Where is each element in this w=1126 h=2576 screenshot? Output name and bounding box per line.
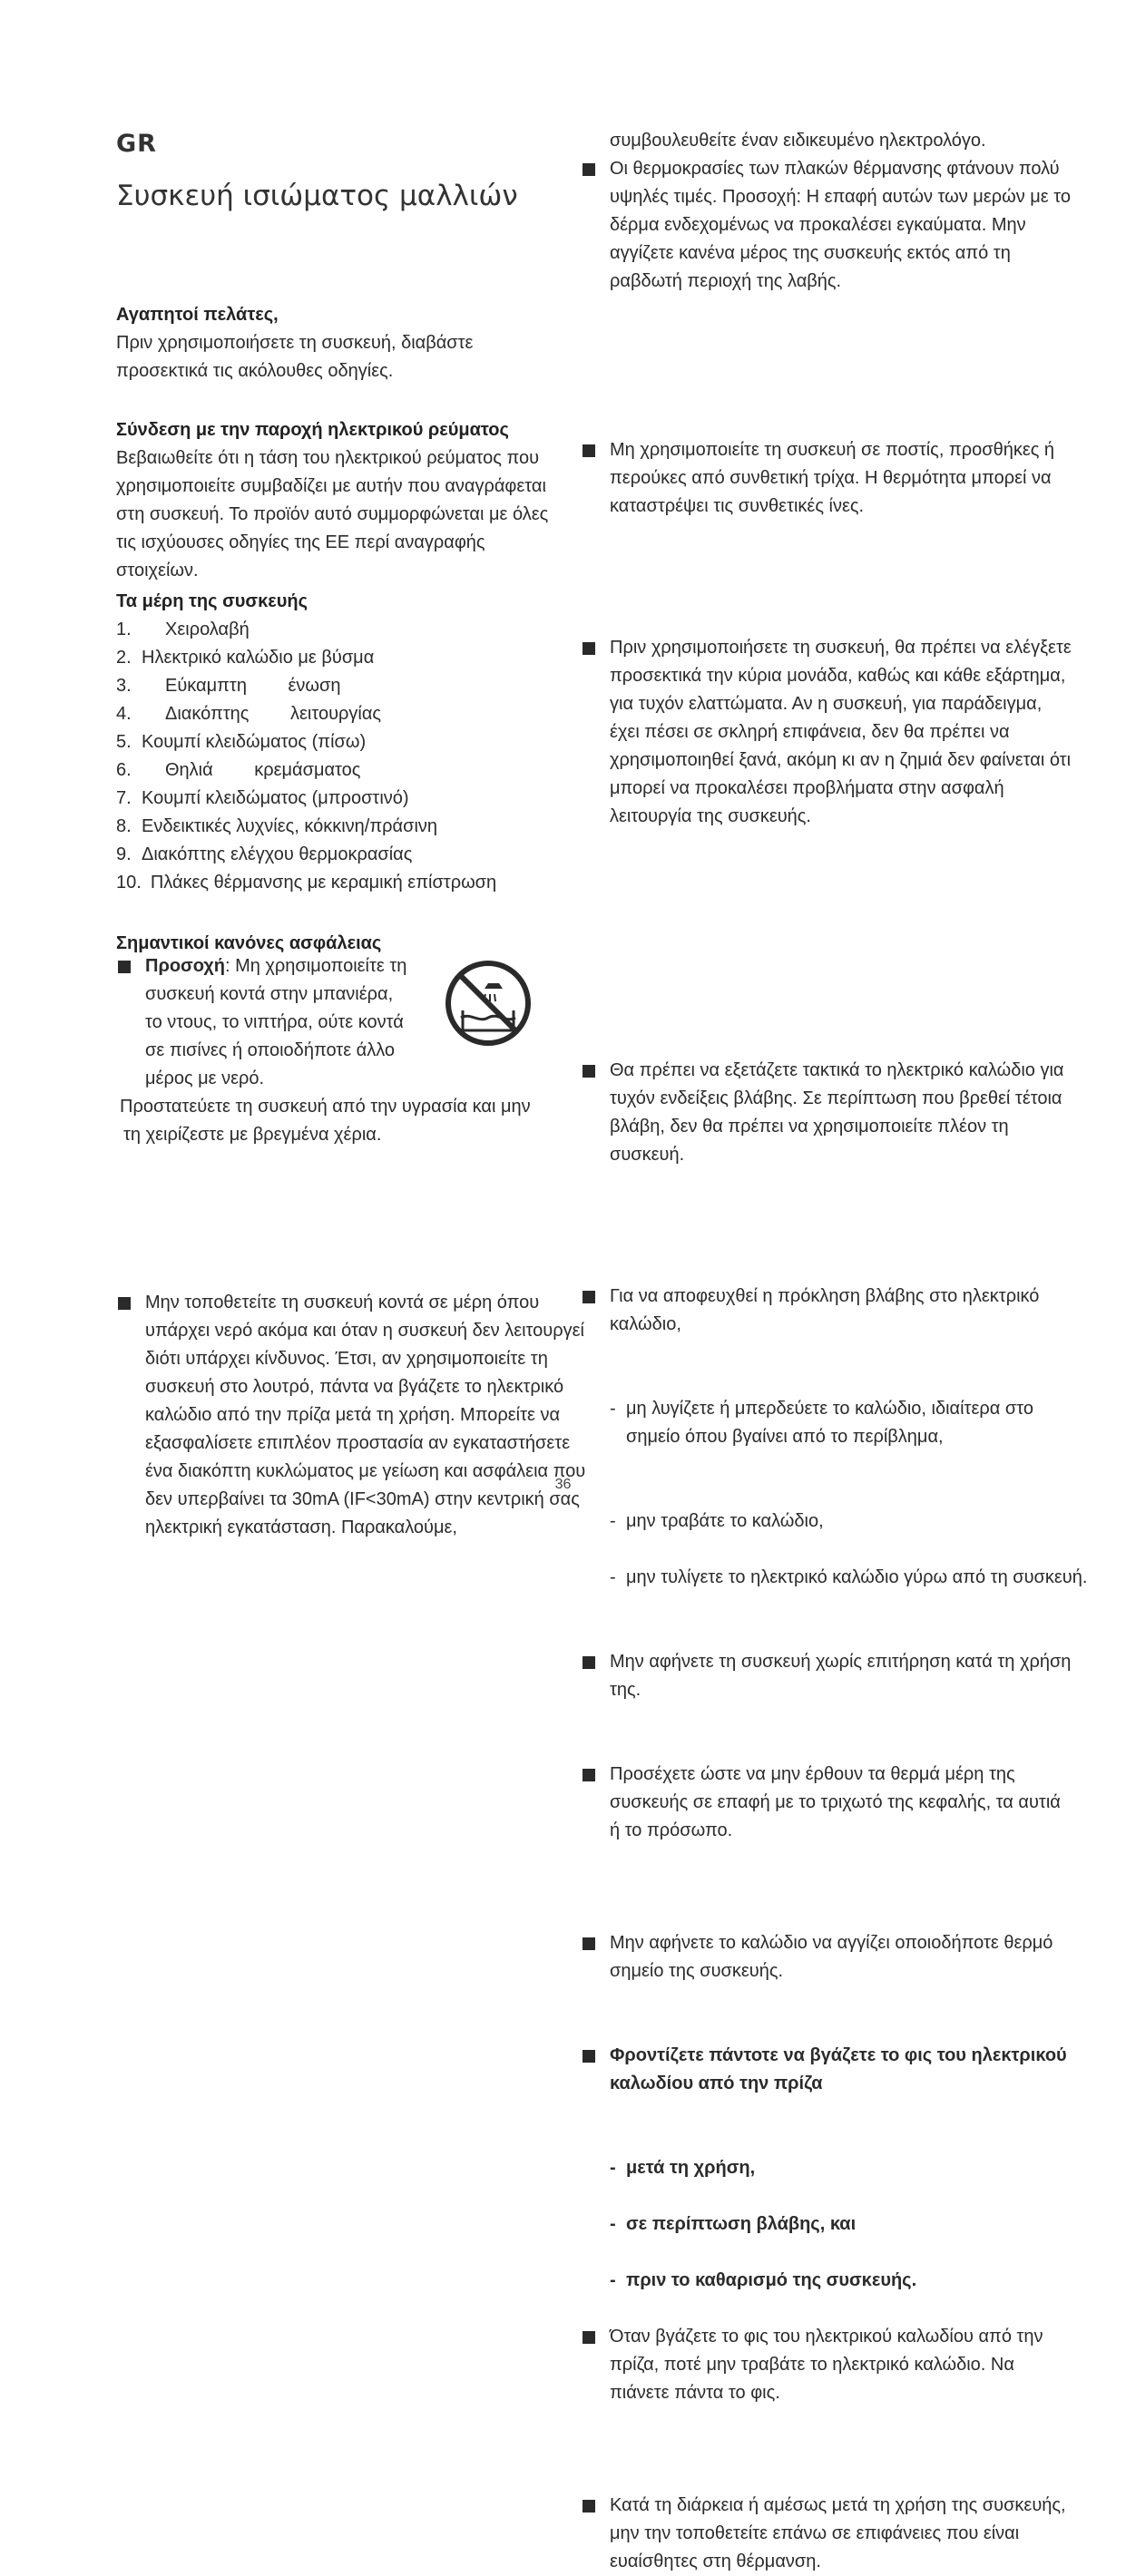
- list-item: Προσέχετε ώστε να μην έρθουν τα θερμά μέρη της συσκευής σε επαφή με το τριχωτό της κεφαλής, τα αυτιά ή το πρόσωπο.: [581, 1761, 1072, 1845]
- list-item: 4. Διακόπτης λειτουργίας: [116, 704, 382, 724]
- list-item: Μην αφήνετε το καλώδιο να αγγίζει οποιοδήποτε θερμό σημείο της συσκευής.: [581, 1929, 1072, 1986]
- parts-heading: Τα μέρη της συσκευής: [116, 591, 308, 611]
- list-item: 5. Κουμπί κλειδώματος (πίσω): [116, 732, 367, 752]
- protect-text: Προστατεύετε τη συσκευή από την υγρασία και μην τη χειρίζεστε με βρεγμένα χέρια.: [120, 1097, 531, 1145]
- bullet-square-icon: [583, 163, 595, 176]
- bullet-square-icon: [583, 2500, 595, 2513]
- bullet-square-icon: [583, 1065, 595, 1078]
- list-item: 9. Διακόπτης ελέγχου θερμοκρασίας: [116, 844, 413, 864]
- list-item: 2. Ηλεκτρικό καλώδιο με βύσμα: [116, 648, 375, 668]
- list-item: Όταν βγάζετε το φις του ηλεκτρικού καλωδίου από την πρίζα, ποτέ μην τραβάτε το ηλεκτρικό καλώδιο. Να πιάνετε πάντα το φις.: [581, 2323, 1072, 2407]
- bullet-square-icon: [583, 1769, 595, 1781]
- bullet-square-icon: [583, 2050, 595, 2063]
- list-item: Φροντίζετε πάντοτε να βγάζετε το φις του ηλεκτρικού καλωδίου από την πρίζα: [581, 2042, 1072, 2098]
- warning-text: : Μη χρησιμοποιείτε τη συσκευή κοντά στην μπανιέρα, το ντους, το νιπτήρα, ούτε κοντά σε πισίνες ή οποιοδήποτε άλλο μέρος με νερό.: [145, 956, 407, 1088]
- bath-warning-item: Μην τοποθετείτε τη συσκευή κοντά σε μέρη όπου υπάρχει νερό ακόμα και όταν η συσκευή δεν λειτουργεί διότι υπάρχει κίνδυνος. Έτσι, αν χρησιμοποιείτε τη συσκευή στο λουτρό, πάντα να βγάζετε το ηλεκτρικό καλώδιο από την πρίζα μετά τη χρήση. Μπορείτε να εξασφαλίσετε επιπλέον προστασία αν εγκαταστήσετε ένα διακόπτη κυκλώματος με γείωση και ασφάλεια που δεν υπερβαίνει τα 30mA (IF<30mA) στην κεντρική σας ηλεκτρική εγκατάσταση. Παρακαλούμε,: [116, 1289, 590, 1542]
- list-item: - μετά τη χρήση,: [610, 2158, 756, 2178]
- list-item: 8. Ενδεικτικές λυχνίες, κόκκινη/πράσινη: [116, 816, 438, 836]
- continued-text: συμβουλευθείτε έναν ειδικευμένο ηλεκτρολόγο.: [610, 131, 986, 151]
- list-item: - μην τυλίγετε το ηλεκτρικό καλώδιο γύρω από τη συσκευή.: [610, 1567, 1088, 1587]
- bullet-square-icon: [583, 642, 595, 655]
- page-number: 36: [554, 1477, 572, 1492]
- bullet-square-icon: [118, 1297, 131, 1310]
- bullet-square-icon: [583, 444, 595, 457]
- language-code: GR: [116, 130, 157, 158]
- warning-label: Προσοχή: [145, 956, 225, 976]
- greeting-text: Πριν χρησιμοποιήσετε τη συσκευή, διαβάστε προσεκτικά τις ακόλουθες οδηγίες.: [116, 333, 474, 381]
- power-heading: Σύνδεση με την παροχή ηλεκτρικού ρεύματος: [116, 420, 509, 440]
- right-column: [581, 0, 1088, 2571]
- no-water-use-icon: [443, 958, 534, 1049]
- safety-heading: Σημαντικοί κανόνες ασφάλειας: [116, 933, 382, 953]
- list-item: 6. Θηλιά κρεμάσματος: [116, 760, 361, 780]
- bullet-square-icon: [583, 1291, 595, 1303]
- list-item: 1. Χειρολαβή: [116, 620, 250, 639]
- bullet-square-icon: [583, 1656, 595, 1669]
- bullet-square-icon: [583, 1937, 595, 1950]
- page-title: Συσκευή ισιώματος μαλλιών: [116, 180, 518, 212]
- list-item: - σε περίπτωση βλάβης, και: [610, 2214, 857, 2234]
- list-item: 7. Κουμπί κλειδώματος (μπροστινό): [116, 788, 409, 808]
- list-item: Θα πρέπει να εξετάζετε τακτικά το ηλεκτρικό καλώδιο για τυχόν ενδείξεις βλάβης. Σε περίπτωση που βρεθεί τέτοια βλάβη, δεν θα πρέπει να χρησιμοποιείτε πλέον τη συσκευή.: [581, 1057, 1072, 1169]
- bullet-square-icon: [118, 961, 131, 973]
- list-item: 3. Εύκαμπτη ένωση: [116, 676, 341, 696]
- list-item: 10. Πλάκες θέρμανσης με κεραμική επίστρωση: [116, 873, 497, 893]
- list-item: Για να αποφευχθεί η πρόκληση βλάβης στο ηλεκτρικό καλώδιο,: [581, 1283, 1072, 1339]
- list-item: Μη χρησιμοποιείτε τη συσκευή σε ποστίς, προσθήκες ή περούκες από συνθετική τρίχα. Η θερμότητα μπορεί να καταστρέψει τις συνθετικές ίνες.: [581, 436, 1072, 521]
- list-item: - μη λυγίζετε ή μπερδεύετε το καλώδιο, ιδιαίτερα στο σημείο όπου βγαίνει από το περίβλημα,: [610, 1399, 1033, 1447]
- list-item: Κατά τη διάρκεια ή αμέσως μετά τη χρήση της συσκευής, μην την τοποθετείτε επάνω σε επιφάνειες που είναι ευαίσθητες στη θέρμανση.: [581, 2492, 1072, 2576]
- list-item: - μην τραβάτε το καλώδιο,: [610, 1511, 824, 1531]
- parts-list: [116, 616, 561, 897]
- greeting-heading: Αγαπητοί πελάτες,: [116, 305, 279, 325]
- list-item: Μην αφήνετε τη συσκευή χωρίς επιτήρηση κατά τη χρήση της.: [581, 1648, 1072, 1704]
- list-item: - πριν το καθαρισμό της συσκευής.: [610, 2270, 917, 2290]
- warning-item: [116, 952, 408, 1093]
- bullet-square-icon: [583, 2331, 595, 2344]
- power-text: Βεβαιωθείτε ότι η τάση του ηλεκτρικού ρεύματος που χρησιμοποιείτε συμβαδίζει με αυτήν που αναγράφεται στη συσκευή. Το προϊόν αυτό συμμορφώνεται με όλες τις ισχύουσες οδηγίες της ΕΕ περί αναγραφής στοιχείων.: [116, 448, 549, 581]
- list-item: Πριν χρησιμοποιήσετε τη συσκευή, θα πρέπει να ελέγξετε προσεκτικά την κύρια μονάδα, καθώς και κάθε εξάρτημα, για τυχόν ελαττώματα. Αν η συσκευή, για παράδειγμα, έχει πέσει σε σκληρή επιφάνεια, δεν θα πρέπει να χρησιμοποιηθεί ξανά, ακόμη κι αν η ζημιά δεν φαίνεται ότι μπορεί να προκαλέσει προβλήματα στην ασφαλή λειτουργία της συσκευής.: [581, 634, 1072, 831]
- list-item: Οι θερμοκρασίες των πλακών θέρμανσης φτάνουν πολύ υψηλές τιμές. Προσοχή: Η επαφή αυτών των μερών με το δέρμα ενδεχομένως να προκαλέσει εγκαύματα. Μην αγγίζετε κανένα μέρος της συσκευής εκτός από τη ραβδωτή περιοχή της λαβής.: [581, 155, 1072, 296]
